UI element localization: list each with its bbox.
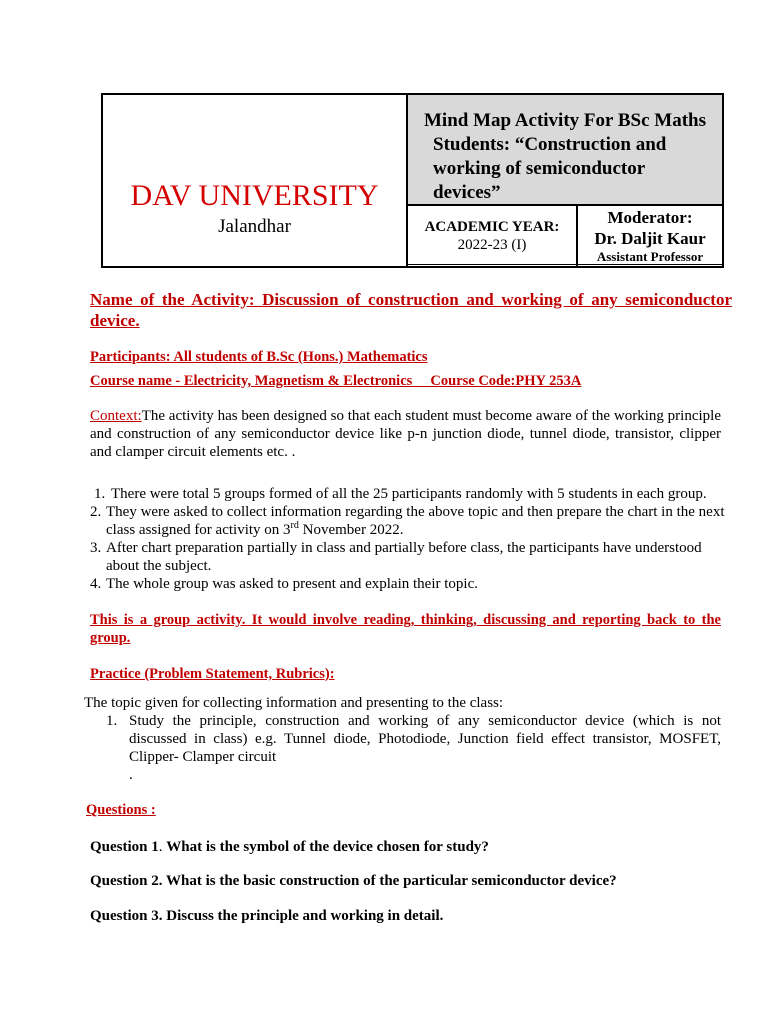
header-inner-line [408, 264, 722, 265]
superscript: rd [290, 520, 299, 531]
list-number: 3. [90, 540, 102, 556]
list-item [90, 485, 734, 503]
title-line-2: Students: “Construction and [433, 134, 667, 155]
list-text-end: November 2022. [298, 522, 404, 538]
question-label: Question 3. [90, 908, 163, 924]
list-text: Study the principle, construction and working of any semiconductor device (which is not discussed in class) e.g. Tunnel diode, Photodiode, Junction field effect transistor, MOSFET, Clipper- Clamper circuit [129, 713, 721, 765]
activity-title [424, 109, 729, 205]
list-text: They were asked to collect information regarding the above topic and then prepare the chart in the next class assigned for activity on 3 [106, 504, 725, 538]
university-city: Jalandhar [218, 216, 291, 237]
question-label: Question 1 [90, 839, 159, 855]
question-sep: . [158, 839, 167, 855]
list-number: 2. [90, 504, 102, 520]
practice-heading: Practice (Problem Statement, Rubrics): [90, 666, 335, 682]
university-cell [103, 95, 408, 266]
question-text: What is the basic construction of the particular semiconductor device? [166, 873, 617, 889]
moderator-cell [578, 206, 722, 266]
questions-heading: Questions : [86, 802, 156, 818]
group-activity-note: This is a group activity. It would involve reading, thinking, discussing and reporting back to the group. [90, 612, 721, 646]
list-number: 1. [94, 486, 106, 502]
context-text: The activity has been designed so that each student must become aware of the working principle and construction of any semiconductor device like p-n junction diode, tunnel diode, transistor, clipper and clamper circuit elements etc. . [90, 408, 721, 460]
title-line-4: devices” [433, 182, 501, 203]
moderator-name: Dr. Daljit Kaur [594, 229, 706, 248]
steps-list [90, 485, 734, 593]
question-label: Question 2. [90, 873, 163, 889]
header-table [101, 93, 724, 268]
topic-intro: The topic given for collecting information and presenting to the class: [84, 695, 504, 711]
context-label: Context: [90, 408, 142, 424]
list-item [106, 712, 721, 766]
list-item [90, 575, 734, 593]
topic-list [106, 712, 721, 784]
academic-year-label: ACADEMIC YEAR: [424, 219, 560, 235]
moderator-label: Moderator: [607, 208, 693, 227]
title-line-3: working of semiconductor [433, 158, 646, 179]
list-item [90, 539, 734, 575]
list-number: 4. [90, 576, 102, 592]
list-text: After chart preparation partially in class and partially before class, the participants have understood about the subject. [106, 540, 702, 574]
activity-name: Name of the Activity: Discussion of construction and working of any semiconductor device. [90, 290, 732, 330]
topic-trailing-dot: . [129, 767, 133, 783]
list-text: The whole group was asked to present and explain their topic. [106, 576, 478, 592]
list-text: There were total 5 groups formed of all the 25 participants randomly with 5 students in each group. [111, 486, 707, 502]
question-1 [90, 838, 489, 856]
activity-title-cell [408, 95, 722, 206]
context-paragraph [90, 407, 721, 461]
question-3 [90, 907, 443, 925]
question-text: Discuss the principle and working in detail. [166, 908, 444, 924]
participants: Participants: All students of B.Sc (Hons.) Mathematics [90, 349, 428, 365]
university-name: DAV UNIVERSITY [130, 179, 379, 212]
question-2 [90, 872, 617, 890]
academic-year-cell [408, 206, 578, 266]
question-text: What is the symbol of the device chosen for study? [166, 839, 489, 855]
course-info: Course name - Electricity, Magnetism & Electronics Course Code:PHY 253A [90, 373, 582, 389]
moderator-role: Assistant Professor [596, 249, 704, 264]
list-number: 1. [106, 713, 118, 729]
list-item [90, 503, 734, 539]
title-line-1: Mind Map Activity For BSc Maths [424, 110, 707, 131]
academic-year-value: 2022-23 (I) [457, 237, 527, 253]
